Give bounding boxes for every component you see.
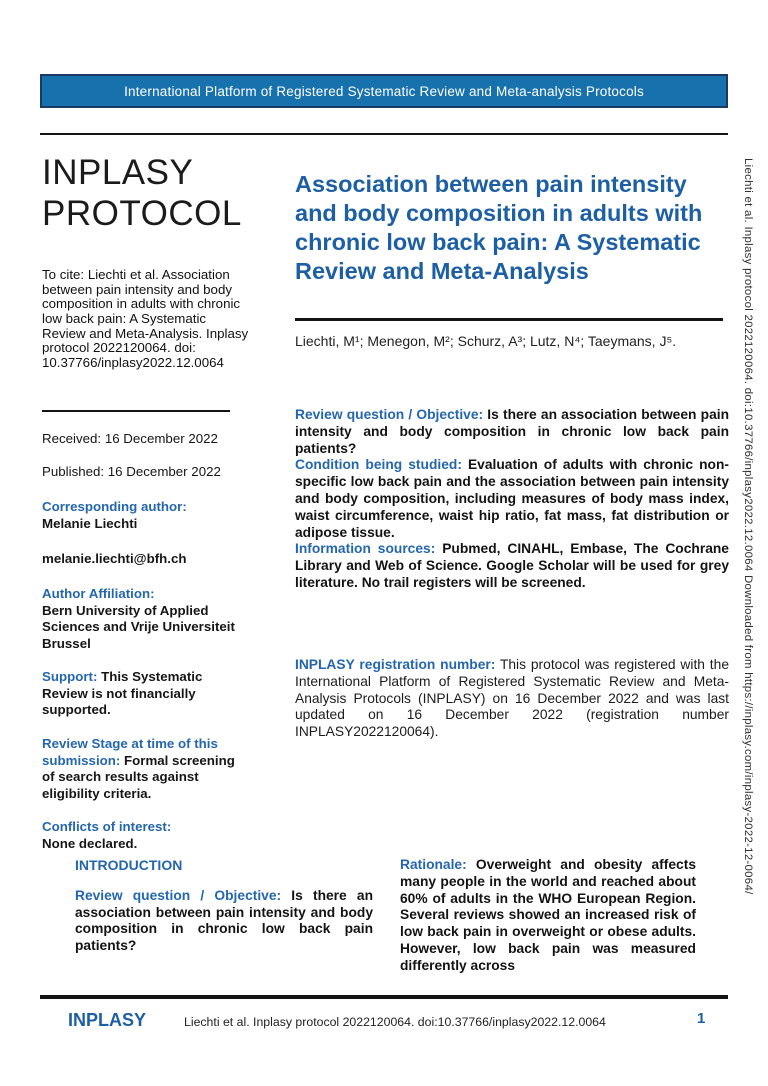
- affiliation-text: Bern University of Applied Sciences and Vrije Universiteit Brussel: [42, 602, 235, 651]
- introduction-review-question: [75, 888, 373, 955]
- support-text: This Systematic Review is not financially supported.: [42, 669, 203, 718]
- information-sources-label: Information sources:: [295, 541, 436, 557]
- left-column-divider: [42, 410, 230, 412]
- review-stage-text: Formal screening of search results against eligibility criteria.: [42, 752, 235, 801]
- corresponding-author: [42, 499, 250, 532]
- affiliation-label: Author Affiliation:: [42, 586, 155, 602]
- corresponding-author-label: Corresponding author:: [42, 499, 187, 515]
- author-affiliation: [42, 586, 250, 652]
- footer-citation: Liechti et al. Inplasy protocol 2022120064. doi:10.37766/inplasy2022.12.0064: [184, 1015, 606, 1029]
- information-sources-text: Pubmed, CINAHL, Embase, The Cochrane Library and Web of Science. Google Scholar will be used for grey literature. No trail registers will be screened.: [295, 541, 729, 590]
- review-stage-note: [42, 736, 250, 802]
- left-column: [42, 152, 250, 851]
- registration-text: This protocol was registered with the International Platform of Registered Systematic Review and Meta-Analysis Protocols (INPLASY) on 16 December 2022 and was last updated on 16 December 2022 (registration number INPLASY2022120064).: [295, 657, 729, 740]
- review-question-section: [295, 407, 729, 457]
- masthead-line2: PROTOCOL: [42, 194, 242, 233]
- rationale-paragraph: [400, 857, 696, 975]
- vertical-citation-sidebar: Liechti et al. Inplasy protocol 2022120064. doi:10.37766/inplasy2022.12.0064 Downloaded from https://inplasy.com/inplasy-2022-12-0064/: [742, 158, 754, 895]
- citation-note: To cite: Liechti et al. Association between pain intensity and body composition in adults with chronic low back pain: A Systematic Review and Meta-Analysis. Inplasy protocol 2022120064. doi: 10.37766/inplasy2022.12.0064: [42, 267, 249, 370]
- platform-banner-text: International Platform of Registered Systematic Review and Meta-analysis Protocols: [124, 83, 644, 99]
- article-title: Association between pain intensity and body composition in adults with chronic low back pain: A Systematic Review and Meta-Analysis: [295, 171, 703, 284]
- footer-divider: [40, 995, 728, 999]
- review-question-text: Is there an association between pain intensity and body composition in chronic low back pain patients?: [295, 407, 729, 456]
- right-column: [295, 170, 729, 740]
- footer-brand: INPLASY: [68, 1010, 147, 1030]
- support-note: [42, 669, 250, 718]
- condition-text: Evaluation of adults with chronic non-specific low back pain and the association between pain intensity and body composition, including measures of body mass index, waist circumference, waist hip ratio, fat mass, fat distribution or adipose tissue.: [295, 457, 729, 540]
- introduction-review-label: Review question / Objective:: [75, 887, 282, 903]
- received-date: Received: 16 December 2022: [42, 431, 218, 447]
- platform-banner: [40, 74, 728, 108]
- introduction-heading: INTRODUCTION: [75, 857, 183, 873]
- page-number: 1: [697, 1010, 706, 1027]
- support-label: Support:: [42, 669, 98, 685]
- header-divider: [40, 133, 728, 135]
- registration-label: INPLASY registration number:: [295, 657, 496, 672]
- introduction-column: [75, 857, 373, 955]
- published-date: Published: 16 December 2022: [42, 464, 221, 480]
- rationale-text: Overweight and obesity affects many people in the world and reached about 60% of adults in the WHO European Region. Several reviews showed an increased risk of low back pain in overweight or obese adults. However, low back pain was measured differently across: [400, 857, 696, 973]
- condition-section: [295, 457, 729, 541]
- introduction-review-text: Is there an association between pain intensity and body composition in chronic low back pain patients?: [75, 887, 373, 954]
- masthead-line1: INPLASY: [42, 153, 194, 192]
- corresponding-email[interactable]: melanie.liechti@bfh.ch: [42, 551, 187, 567]
- rationale-label: Rationale:: [400, 857, 467, 872]
- masthead: [42, 152, 250, 234]
- conflicts-note: [42, 819, 250, 852]
- condition-label: Condition being studied:: [295, 457, 462, 473]
- conflicts-text: None declared.: [42, 835, 138, 851]
- registration-note: [295, 657, 729, 741]
- abstract-sections: [295, 407, 729, 592]
- conflicts-label: Conflicts of interest:: [42, 819, 172, 835]
- title-divider: [295, 318, 723, 321]
- review-question-label: Review question / Objective:: [295, 407, 484, 422]
- rationale-column: [400, 857, 696, 975]
- information-sources-section: [295, 541, 729, 591]
- author-list: Liechti, M¹; Menegon, M²; Schurz, A³; Lutz, N⁴; Taeymans, J⁵.: [295, 333, 677, 349]
- review-stage-label: Review Stage at time of this submission:: [42, 736, 218, 768]
- corresponding-author-name: Melanie Liechti: [42, 515, 138, 531]
